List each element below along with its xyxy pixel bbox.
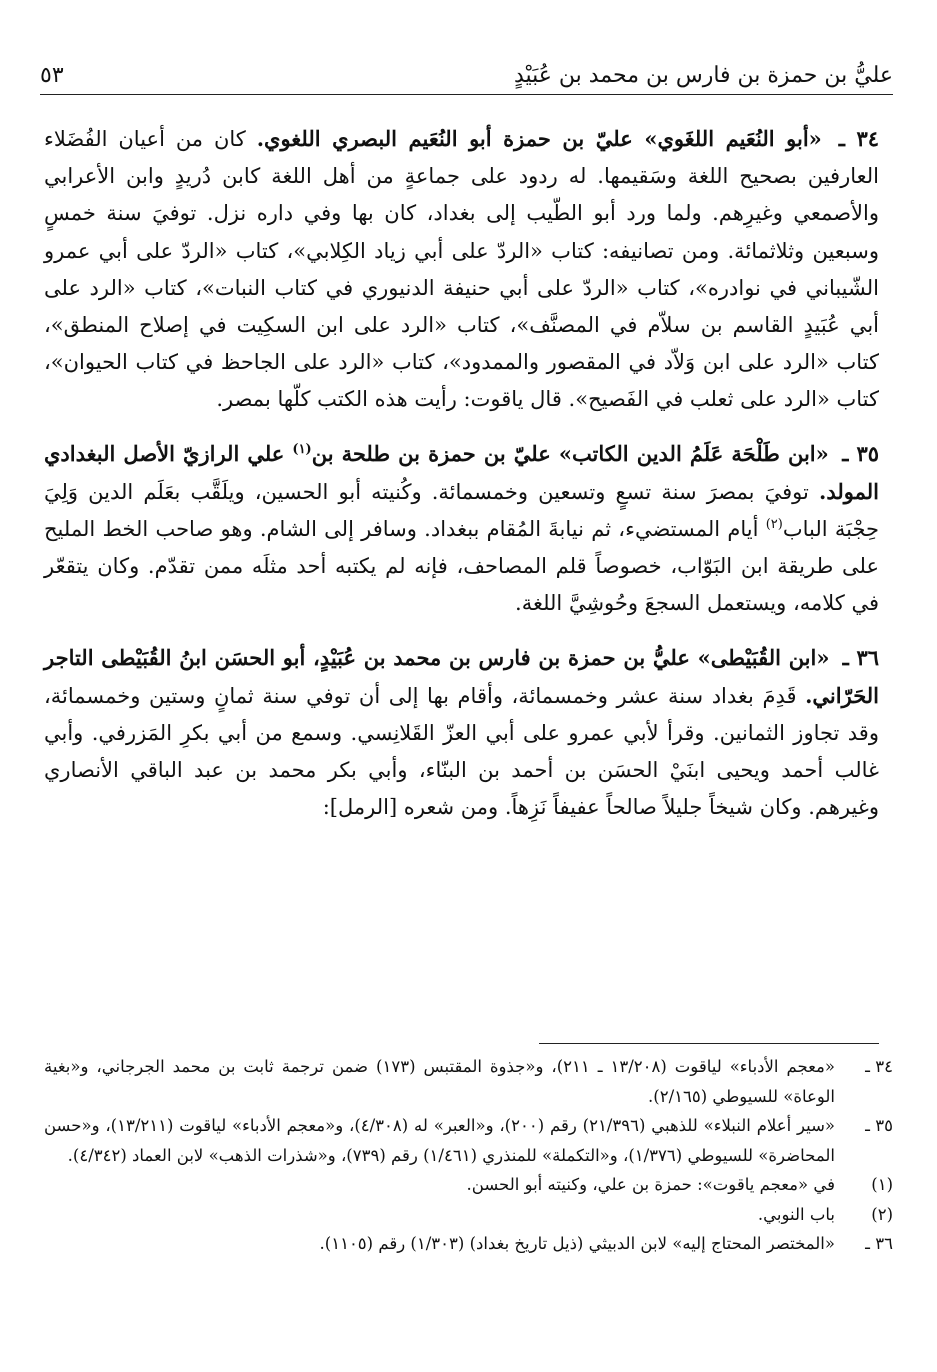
entry-body: قَدِمَ بغداد سنة عشر وخمسمائة، وأقام بها إلى أن توفي سنة ثمانٍ وستين وخمسمائة، وقد تجاوز الثمانين. وقرأ لأبي عمرو على أبي العزّ القَلانِسي. وسمع من أبي بكرِ المَزرفي. وأبي غالب أحمد ويحيى ابنَيْ الحسَن بن أحمد بن البنّاء، وأبي بكر محمد بن عبد الباقي الأنصاري وغيرهم. وكان شيخاً جليلاً صالحاً عفيفاً نَزِهاً. ومن شعره [الرمل]: <box>44 683 879 820</box>
footnote-1 <box>44 1170 893 1200</box>
footnote-text: «سير أعلام النبلاء» للذهبي (٢١/٣٩٦) رقم (٢٠٠)، و«العبر» له (٤/٣٠٨)، و«معجم الأدباء» لياقوت (١٣/٢١١)، و«حسن المحاضرة» للسيوطي (١/٣٧٦)، و«التكملة» للمنذري (١/٤٦١) رقم (٧٣٩)، و«شذرات الذهب» لابن العماد (٤/٣٤٢). <box>44 1116 836 1165</box>
entry-number: ٣٥ ـ <box>842 440 879 466</box>
footnote-ref-1[interactable]: (١) <box>292 441 312 457</box>
footnote-34 <box>44 1052 893 1111</box>
entry-34 <box>44 120 879 419</box>
entry-heading: «أبو النُعَيم اللغَوي» عليّ بن حمزة أبو النُعَيم البصري اللغوي. <box>256 126 822 151</box>
entry-heading-part: علي الرازيّ الأصل البغدادي المولد. <box>44 440 879 504</box>
footnote-2 <box>44 1200 893 1230</box>
footnote-35 <box>44 1111 893 1170</box>
footnote-divider <box>539 1043 879 1044</box>
page-number: ٥٣ <box>40 63 64 88</box>
footnote-text: في «معجم ياقوت»: حمزة بن علي، وكنيته أبو الحسن. <box>466 1175 835 1194</box>
entry-number: ٣٦ ـ <box>842 644 880 670</box>
footnote-label: ٣٦ ـ <box>865 1234 893 1253</box>
entry-35 <box>44 435 879 623</box>
footnote-ref-2[interactable]: (٢) <box>765 517 783 533</box>
footnote-label: (١) <box>871 1175 893 1194</box>
footnote-text: «معجم الأدباء» لياقوت (١٣/٢٠٨ ـ ٢١١)، و«جذوة المقتبس (١٧٣) ضمن ترجمة ثابت بن محمد الجرجاني، و«بغية الوعاة» للسيوطي (٢/١٦٥). <box>44 1057 835 1106</box>
footnote-label: ٣٤ ـ <box>865 1057 893 1076</box>
entry-body: أيام المستضيء، ثم نيابةَ المُقام ببغداد. وسافر إلى الشام. وهو صاحب الخط المليح على طريقة ابن البَوّاب، خصوصاً قلم المصاحف، فإنه لم يكتبه أحد مثلَه ممن تقدّم. وكان يتقعّر في كلامه، ويستعمل السجعَ وحُوشِيَّ اللغة. <box>44 517 879 616</box>
entry-number: ٣٤ ـ <box>838 126 879 151</box>
footnote-label: (٢) <box>871 1204 893 1224</box>
footnotes <box>44 1052 893 1259</box>
footnote-text: «المختصر المحتاج إليه» لابن الدبيثي (ذيل تاريخ بغداد) (١/٣٠٣) رقم (١١٠٥). <box>319 1234 835 1253</box>
entry-36 <box>44 639 879 827</box>
main-text <box>44 120 879 843</box>
entry-body: كان من أعيان الفُضَلاء العارفين بصحيح اللغة وسَقيمها. له ردود على جماعةٍ من أهل اللغة كابن دُريدٍ وابن الأعرابي والأصمعي وغيرِهم. ولما ورد أبو الطّيب إلى بغداد، كان بها وفي داره نزل. توفيَ سنة خمسٍ وسبعين وثلاثمائة. ومن تصانيفه: كتاب «الردّ على أبي زياد الكِلابي»، كتاب «الردّ على أبي عمرو الشّيباني في نوادره»، كتاب «الردّ على أبي حنيفة الدنيوري في كتاب النبات»، كتاب «الرد على أبي عُبَيدٍ القاسم بن سلاّم في المصنَّف»، كتاب «الرد على ابن السكِيت في إصلاح المنطق»، كتاب «الرد على ابن وَلاّد في المقصور والممدود»، كتاب «الرد على الجاحظ في كتاب الحيوان»، كتاب «الرد على ثعلب في الفَصيح». قال ياقوت: رأيت هذه الكتب كلّها بمصر. <box>44 127 879 412</box>
footnote-36 <box>44 1229 893 1259</box>
entry-heading: «ابن القُبَيْطى» عليُّ بن حمزة بن فارس بن محمد بن عُبَيْدٍ، أبو الحسَن ابنُ القُبَيْطى التاجر الحَرّاني. <box>44 644 879 708</box>
footnote-label: ٣٥ ـ <box>865 1116 893 1135</box>
entry-body: توفيَ بمصرَ سنة تسعٍ وتسعين وخمسمائة. وكُنيته أبو الحسين، ويلَقَّب بعَلَم الدين وَلِيَ حِجْبَة الباب <box>44 479 879 542</box>
page-header <box>40 52 893 95</box>
entry-heading-part: «ابن طَلْحَة عَلَمُ الدين الكاتب» عليّ بن حمزة بن طلحة بن <box>311 440 829 466</box>
footnote-text: باب النوبي. <box>757 1204 835 1224</box>
running-title: عليُّ بن حمزة بن فارس بن محمد بن عُبَيْدٍ <box>513 63 893 88</box>
